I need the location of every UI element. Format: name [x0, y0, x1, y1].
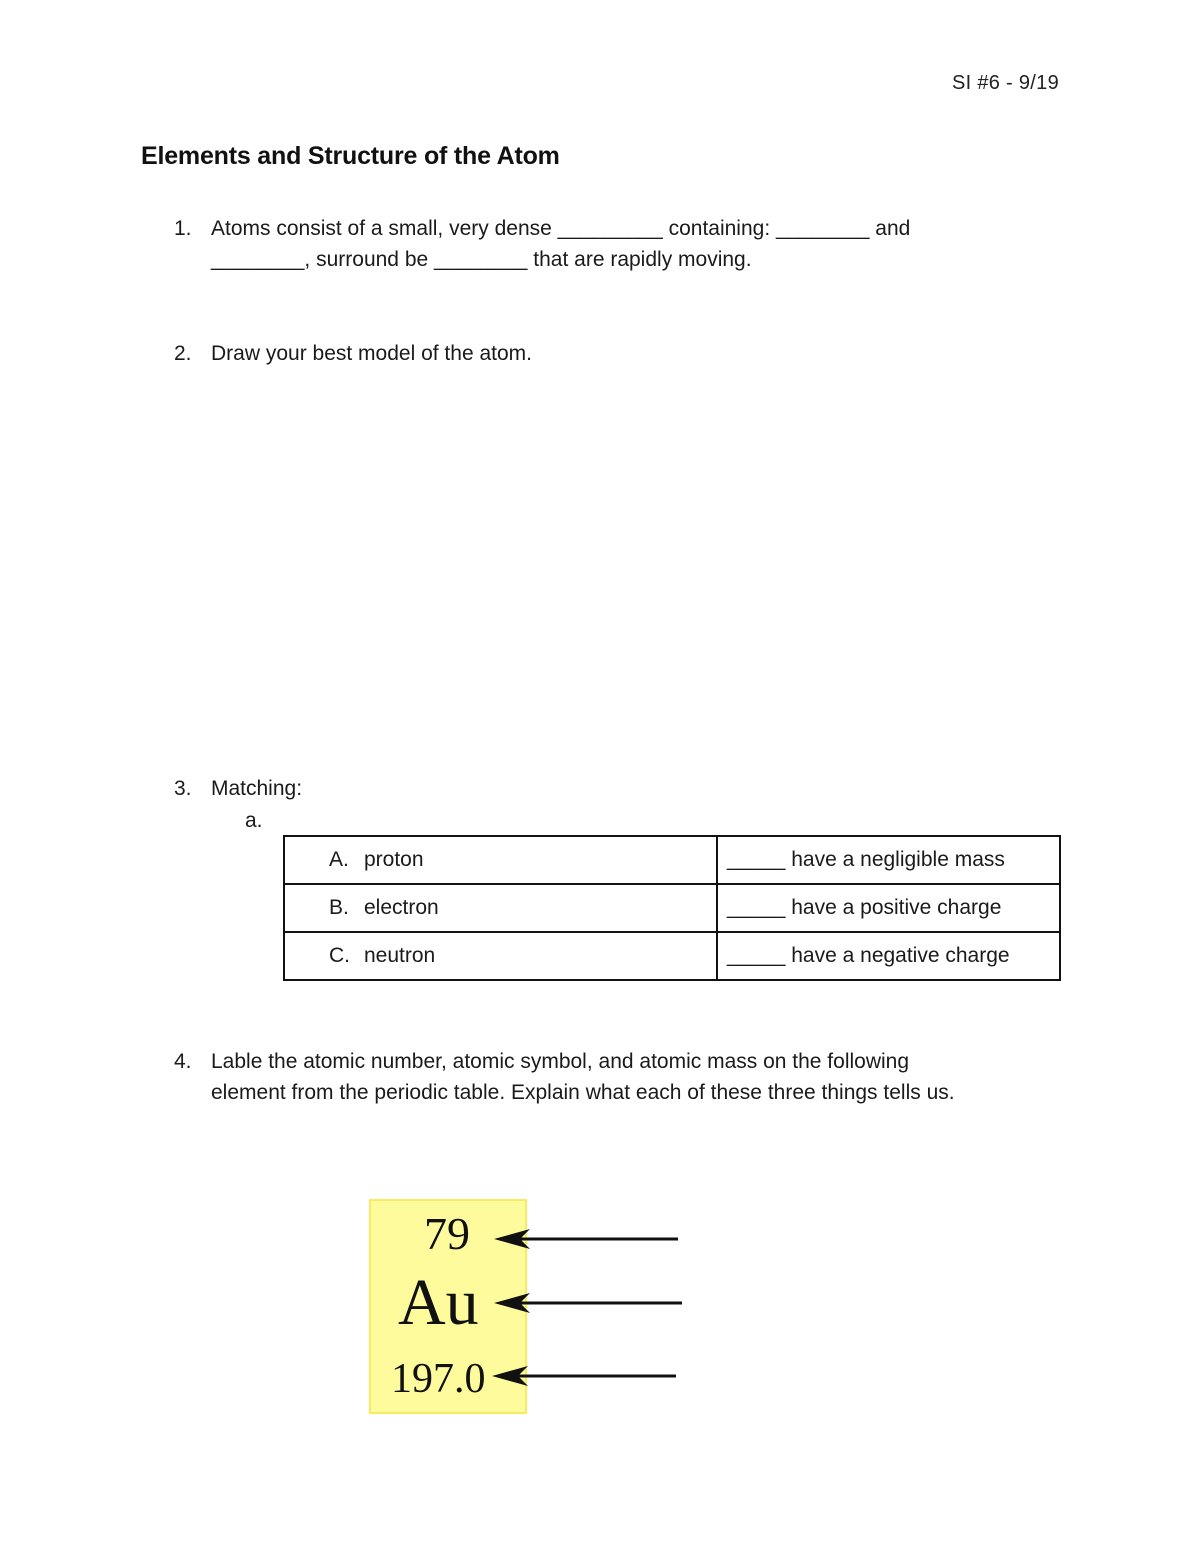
question-number: 1.: [174, 217, 192, 240]
term-letter: C.: [329, 944, 350, 967]
atomic-symbol: Au: [398, 1266, 479, 1339]
question-number: 3.: [174, 777, 192, 800]
arrow-atomic-mass: [492, 1366, 676, 1386]
question-3: [174, 773, 1054, 804]
term-name: proton: [364, 848, 424, 871]
atomic-mass: 197.0: [391, 1356, 486, 1402]
answer-blank: _____: [727, 944, 786, 967]
arrow-atomic-symbol: [494, 1293, 682, 1313]
question-number: 4.: [174, 1050, 192, 1073]
atomic-number: 79: [424, 1208, 470, 1259]
table-row: [284, 932, 1060, 980]
page-title: Elements and Structure of the Atom: [141, 142, 560, 170]
term-cell: [284, 836, 717, 884]
description-cell: [717, 932, 1060, 980]
question-1: [174, 213, 1054, 275]
description-cell: [717, 884, 1060, 932]
term-name: neutron: [364, 944, 436, 967]
matching-table: [283, 835, 1061, 981]
question-text-line: Matching:: [211, 777, 303, 800]
sub-question-label: a.: [245, 809, 263, 832]
description-text: have a negative charge: [791, 944, 1010, 967]
question-number: 2.: [174, 342, 192, 365]
question-text-line: Draw your best model of the atom.: [211, 342, 532, 365]
label-arrows: [470, 1200, 700, 1420]
term-cell: [284, 932, 717, 980]
term-letter: B.: [329, 896, 349, 919]
question-text-line: Lable the atomic number, atomic symbol, and atomic mass on the following: [211, 1050, 910, 1073]
table-row: [284, 836, 1060, 884]
term-cell: [284, 884, 717, 932]
question-text-line: element from the periodic table. Explain what each of these three things tells us.: [211, 1081, 955, 1104]
description-text: have a positive charge: [791, 896, 1002, 919]
question-4: [174, 1046, 1074, 1108]
arrow-atomic-number: [494, 1229, 678, 1249]
question-2: [174, 338, 1054, 369]
session-label: SI #6 - 9/19: [952, 72, 1059, 94]
table-row: [284, 884, 1060, 932]
question-text-line: ________, surround be ________ that are rapidly moving.: [211, 248, 752, 271]
term-letter: A.: [329, 848, 349, 871]
answer-blank: _____: [727, 896, 786, 919]
term-name: electron: [364, 896, 439, 919]
answer-blank: _____: [727, 848, 786, 871]
description-text: have a negligible mass: [791, 848, 1005, 871]
description-cell: [717, 836, 1060, 884]
question-text-line: Atoms consist of a small, very dense _________ containing: ________ and: [211, 217, 911, 240]
